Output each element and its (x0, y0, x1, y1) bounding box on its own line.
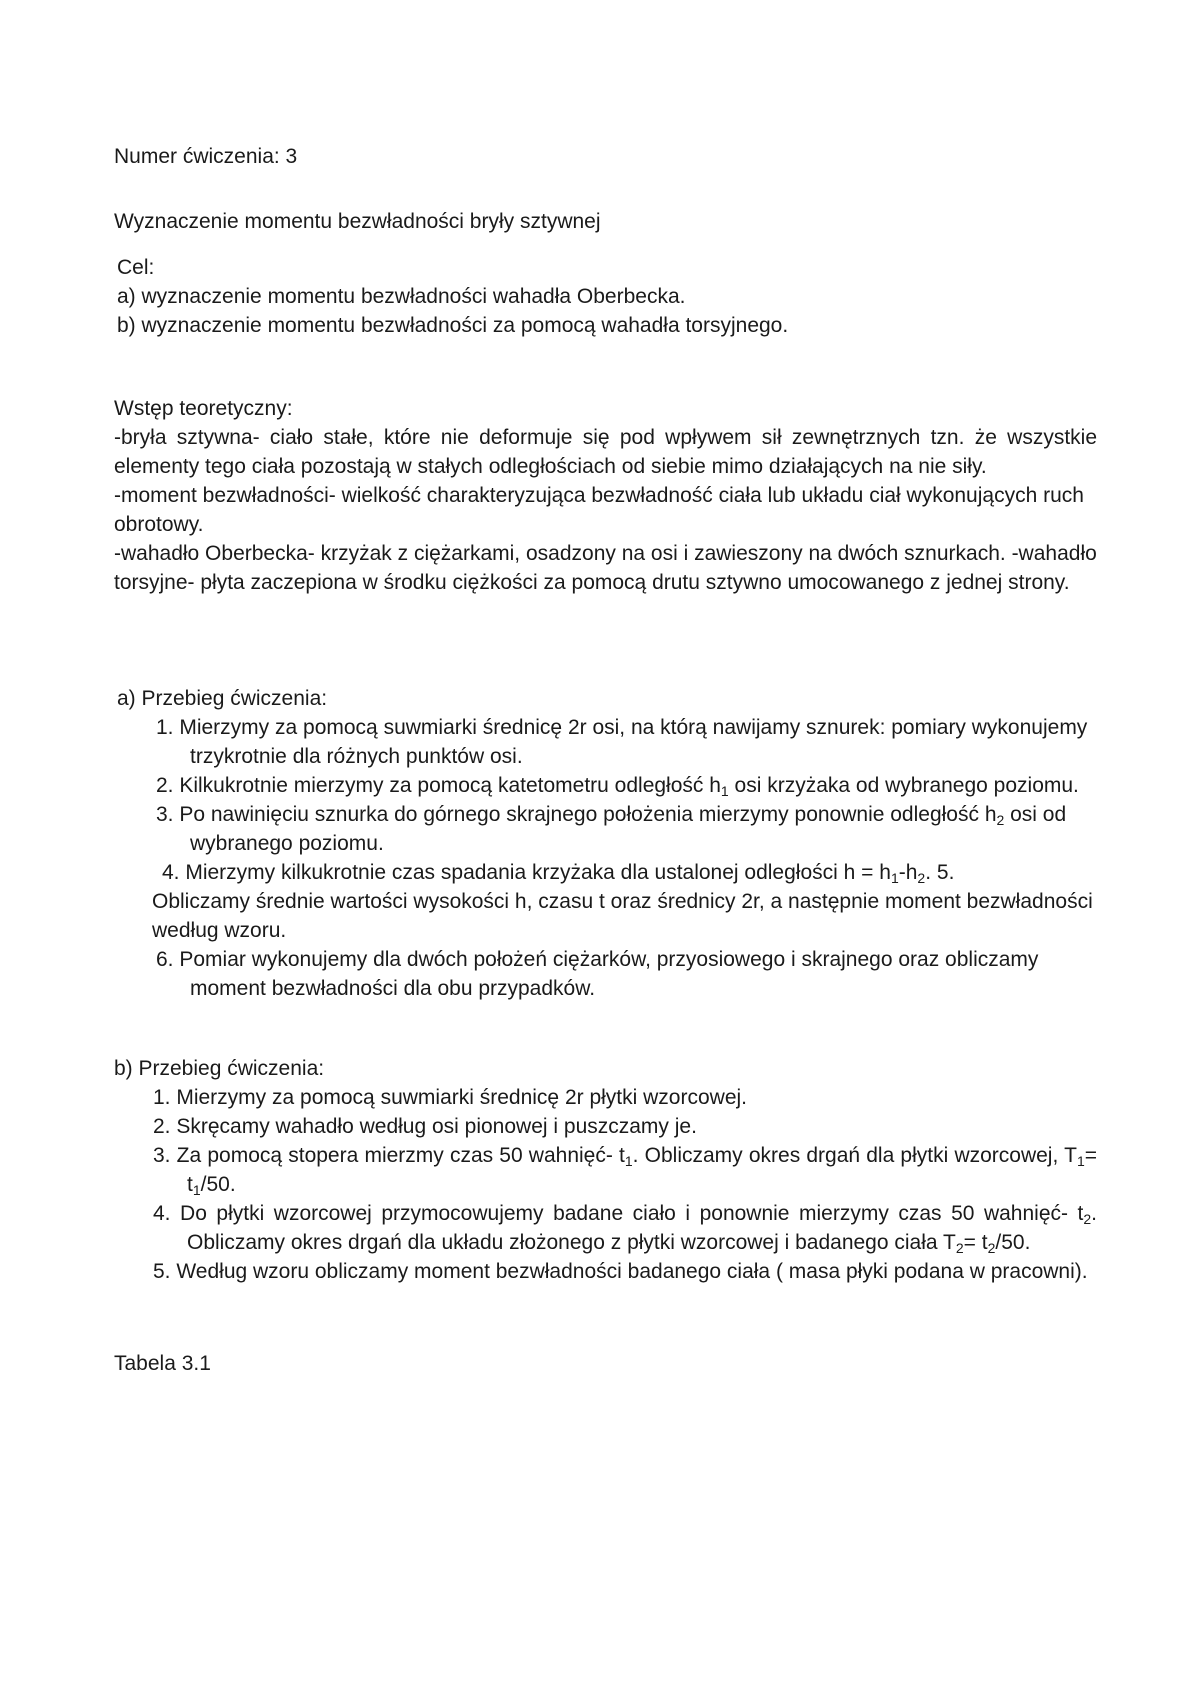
procedure-a-step-1: 1. Mierzymy za pomocą suwmiarki średnicę 2r osi, na którą nawijamy sznurek: pomiary wykonujemy trzykrotnie dla różnych punktów osi. (156, 716, 1088, 768)
goals-heading: Cel: (117, 256, 155, 279)
goal-item-b: b) wyznaczenie momentu bezwładności za pomocą wahadła torsyjnego. (117, 314, 789, 337)
procedure-b-step-1: 1. Mierzymy za pomocą suwmiarki średnicę 2r płytki wzorcowej. (153, 1086, 747, 1109)
procedure-a-list (117, 713, 1097, 1003)
procedure-a-step-6: 6. Pomiar wykonujemy dla dwóch położeń ciężarków, przyosiowego i skrajnego oraz obliczamy moment bezwładności dla obu przypadków. (156, 948, 1039, 1000)
table-caption: Tabela 3.1 (114, 1352, 211, 1375)
procedure-a-step-3: 3. Po nawinięciu sznurka do górnego skrajnego położenia mierzymy ponownie odległość $h_2$ osi od wybranego poziomu. (156, 803, 1067, 855)
goals-section (117, 253, 788, 340)
procedure-b-list (114, 1083, 1097, 1286)
procedure-b-step-4: 4. Do płytki wzorcowej przymocowujemy badane ciało i ponownie mierzymy czas 50 wahnięć- $t_2$. Obliczamy okres drgań dla układu złożonego z płytki wzorcowej i badanego ciała $T_2= t_2/50$. (153, 1202, 1097, 1256)
document-title: Wyznaczenie momentu bezwładności bryły sztywnej (114, 210, 601, 233)
theory-rigid-body: -bryła sztywna- ciało stałe, które nie deformuje się pod wpływem sił zewnętrznych tzn. że wszystkie elementy tego ciała pozostają w stałych odległościach od siebie mimo działających na nie siły. (114, 426, 1097, 478)
procedure-b-step-3: 3. Za pomocą stopera mierzmy czas 50 wahnięć- $t_1$. Obliczamy okres drgań dla płytki wzorcowej, $T_1= t_1/50$. (153, 1144, 1097, 1198)
procedure-a-step-2: 2. Kilkukrotnie mierzymy za pomocą katetometru odległość $h_1$ osi krzyżaka od wybranego poziomu. (156, 774, 1079, 799)
procedure-a-step-4: 4. Mierzymy kilkukrotnie czas spadania krzyżaka dla ustalonej odległości $h = h_1-h_2$. 5. (162, 861, 955, 886)
procedure-a-step-5: Obliczamy średnie wartości wysokości h, czasu t oraz średnicy 2r, a następnie moment bezwładności według wzoru. (152, 890, 1093, 942)
exercise-number: Numer ćwiczenia: 3 (114, 145, 298, 168)
procedure-a-heading: a) Przebieg ćwiczenia: (117, 687, 328, 710)
procedure-b-section (114, 1054, 1097, 1286)
theory-pendulums: -wahadło Oberbecka- krzyżak z ciężarkami, osadzony na osi i zawieszony na dwóch sznurkach. -wahadło torsyjne- płyta zaczepiona w środku ciężkości za pomocą drutu sztywno umocowanego z jednej strony. (114, 542, 1097, 594)
goal-item-a: a) wyznaczenie momentu bezwładności wahadła Oberbecka. (117, 285, 686, 308)
theory-heading: Wstęp teoretyczny: (114, 397, 293, 420)
procedure-b-step-5: 5. Według wzoru obliczamy moment bezwładności badanego ciała ( masa płyki podana w pracowni). (153, 1260, 1088, 1283)
procedure-a-section (117, 684, 1097, 1003)
procedure-b-step-2: 2. Skręcamy wahadło według osi pionowej i puszczamy je. (153, 1115, 697, 1138)
theory-section (114, 394, 1097, 597)
theory-moment-of-inertia: -moment bezwładności- wielkość charakteryzująca bezwładność ciała lub układu ciał wykonujących ruch obrotowy. (114, 484, 1084, 536)
procedure-b-heading: b) Przebieg ćwiczenia: (114, 1057, 325, 1080)
